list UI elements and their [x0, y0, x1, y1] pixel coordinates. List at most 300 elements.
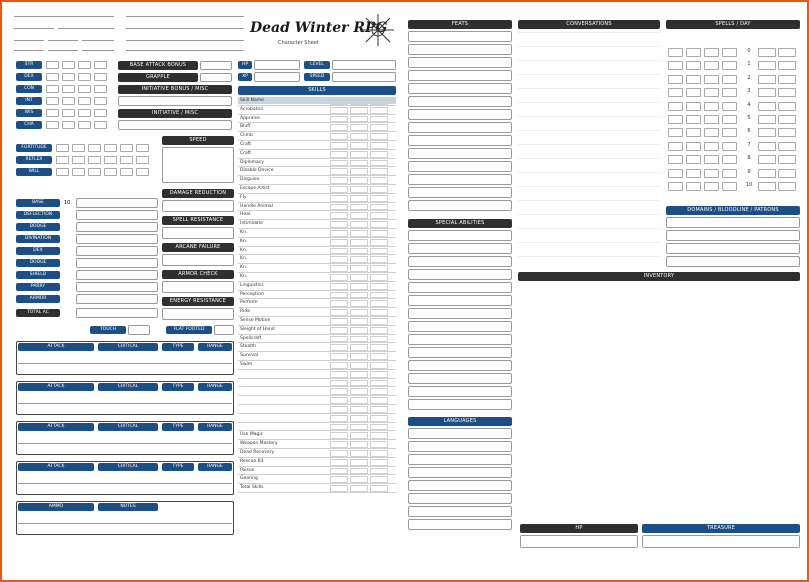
skill-value-cell[interactable] — [350, 318, 368, 325]
skill-value-cell[interactable] — [350, 450, 368, 457]
spell-cell[interactable] — [722, 115, 737, 124]
spell-cell[interactable] — [704, 155, 719, 164]
spell-cell[interactable] — [722, 48, 737, 57]
skill-row[interactable] — [238, 220, 396, 229]
skill-value-cell[interactable] — [350, 292, 368, 299]
spell-cell[interactable] — [758, 169, 776, 178]
spell-cell[interactable] — [778, 75, 796, 84]
domains-field[interactable] — [666, 256, 800, 267]
skill-value-cell[interactable] — [330, 371, 348, 378]
domains-field[interactable] — [666, 217, 800, 228]
ability-mod-field[interactable] — [62, 73, 75, 81]
skill-value-cell[interactable] — [370, 212, 388, 219]
skill-value-cell[interactable] — [370, 195, 388, 202]
spell-cell[interactable] — [758, 48, 776, 57]
spell-cell[interactable] — [722, 142, 737, 151]
skill-value-cell[interactable] — [370, 432, 388, 439]
ac-field[interactable] — [76, 258, 158, 268]
skill-value-cell[interactable] — [370, 300, 388, 307]
spell-cell[interactable] — [758, 102, 776, 111]
feat-field[interactable] — [408, 44, 512, 55]
save-field[interactable] — [104, 168, 117, 176]
skill-value-cell[interactable] — [350, 424, 368, 431]
ability-mod-field[interactable] — [62, 121, 75, 129]
skill-value-cell[interactable] — [350, 204, 368, 211]
skill-row[interactable] — [238, 291, 396, 300]
skill-value-cell[interactable] — [330, 204, 348, 211]
skill-value-cell[interactable] — [330, 415, 348, 422]
spell-cell[interactable] — [668, 142, 683, 151]
save-field[interactable] — [72, 144, 85, 152]
skill-row[interactable] — [238, 335, 396, 344]
skill-row[interactable] — [238, 211, 396, 220]
save-field[interactable] — [104, 144, 117, 152]
feat-field[interactable] — [408, 161, 512, 172]
spell-cell[interactable] — [758, 155, 776, 164]
conversation-line[interactable] — [518, 228, 660, 229]
skill-value-cell[interactable] — [330, 151, 348, 158]
skill-value-cell[interactable] — [370, 230, 388, 237]
spell-cell[interactable] — [758, 75, 776, 84]
skill-value-cell[interactable] — [370, 424, 388, 431]
skill-row[interactable] — [238, 273, 396, 282]
spell-cell[interactable] — [758, 128, 776, 137]
feat-field[interactable] — [408, 441, 512, 452]
skill-value-cell[interactable] — [370, 204, 388, 211]
skill-value-cell[interactable] — [370, 380, 388, 387]
skill-value-cell[interactable] — [330, 256, 348, 263]
skill-value-cell[interactable] — [350, 221, 368, 228]
skill-value-cell[interactable] — [330, 265, 348, 272]
spell-cell[interactable] — [686, 142, 701, 151]
skill-value-cell[interactable] — [350, 406, 368, 413]
skill-value-cell[interactable] — [330, 353, 348, 360]
feat-field[interactable] — [408, 295, 512, 306]
skill-row[interactable] — [238, 282, 396, 291]
skill-row[interactable] — [238, 458, 396, 467]
hp-bottom-field[interactable] — [520, 535, 638, 548]
skill-value-cell[interactable] — [330, 98, 348, 105]
feat-field[interactable] — [408, 454, 512, 465]
skill-row[interactable] — [238, 123, 396, 132]
skill-value-cell[interactable] — [370, 186, 388, 193]
skill-value-cell[interactable] — [330, 133, 348, 140]
spell-cell[interactable] — [722, 88, 737, 97]
spell-cell[interactable] — [686, 128, 701, 137]
skill-value-cell[interactable] — [370, 151, 388, 158]
skill-value-cell[interactable] — [370, 388, 388, 395]
ac-field[interactable] — [76, 270, 158, 280]
skill-value-cell[interactable] — [350, 397, 368, 404]
skill-value-cell[interactable] — [330, 459, 348, 466]
skill-value-cell[interactable] — [370, 98, 388, 105]
skill-value-cell[interactable] — [330, 116, 348, 123]
skill-value-cell[interactable] — [370, 318, 388, 325]
feat-field[interactable] — [408, 386, 512, 397]
save-field[interactable] — [120, 168, 133, 176]
skill-value-cell[interactable] — [370, 256, 388, 263]
feat-field[interactable] — [408, 57, 512, 68]
skill-value-cell[interactable] — [330, 344, 348, 351]
skill-value-cell[interactable] — [350, 160, 368, 167]
save-field[interactable] — [136, 168, 149, 176]
skill-value-cell[interactable] — [350, 336, 368, 343]
skill-value-cell[interactable] — [330, 327, 348, 334]
initiative-misc-field[interactable] — [118, 120, 232, 130]
feat-field[interactable] — [408, 506, 512, 517]
skill-value-cell[interactable] — [330, 221, 348, 228]
spell-cell[interactable] — [668, 88, 683, 97]
conversation-line[interactable] — [518, 144, 660, 145]
skill-row[interactable] — [238, 141, 396, 150]
feat-field[interactable] — [408, 83, 512, 94]
skill-value-cell[interactable] — [350, 371, 368, 378]
skill-row[interactable] — [238, 317, 396, 326]
skill-value-cell[interactable] — [350, 274, 368, 281]
spell-cell[interactable] — [704, 88, 719, 97]
skill-value-cell[interactable] — [350, 177, 368, 184]
spell-cell[interactable] — [668, 48, 683, 57]
ability-temp-mod-field[interactable] — [94, 109, 107, 117]
skill-value-cell[interactable] — [370, 177, 388, 184]
spell-cell[interactable] — [704, 115, 719, 124]
skill-value-cell[interactable] — [330, 212, 348, 219]
damage-reduction-field[interactable] — [162, 200, 234, 212]
skill-value-cell[interactable] — [330, 186, 348, 193]
skill-value-cell[interactable] — [370, 362, 388, 369]
skill-value-cell[interactable] — [330, 485, 348, 492]
skill-value-cell[interactable] — [370, 415, 388, 422]
spell-cell[interactable] — [758, 88, 776, 97]
skill-value-cell[interactable] — [330, 160, 348, 167]
skill-value-cell[interactable] — [350, 186, 368, 193]
skill-value-cell[interactable] — [370, 327, 388, 334]
skill-row[interactable] — [238, 405, 396, 414]
skill-value-cell[interactable] — [350, 344, 368, 351]
skill-row[interactable] — [238, 308, 396, 317]
skill-value-cell[interactable] — [370, 142, 388, 149]
skill-value-cell[interactable] — [370, 133, 388, 140]
skill-value-cell[interactable] — [370, 441, 388, 448]
skill-value-cell[interactable] — [330, 309, 348, 316]
feat-field[interactable] — [408, 243, 512, 254]
skill-value-cell[interactable] — [370, 160, 388, 167]
armor-check-field[interactable] — [162, 281, 234, 293]
skill-value-cell[interactable] — [370, 221, 388, 228]
ability-score-field[interactable] — [46, 121, 59, 129]
feat-field[interactable] — [408, 428, 512, 439]
save-field[interactable] — [120, 156, 133, 164]
speed-field[interactable] — [162, 147, 234, 183]
conversation-line[interactable] — [518, 256, 660, 257]
ability-temp-mod-field[interactable] — [94, 61, 107, 69]
conversation-line[interactable] — [518, 186, 660, 187]
conversation-line[interactable] — [518, 172, 660, 173]
spell-resistance-field[interactable] — [162, 227, 234, 239]
skill-value-cell[interactable] — [330, 336, 348, 343]
save-field[interactable] — [104, 156, 117, 164]
skill-row[interactable] — [238, 229, 396, 238]
skill-value-cell[interactable] — [370, 485, 388, 492]
spell-cell[interactable] — [778, 128, 796, 137]
feat-field[interactable] — [408, 230, 512, 241]
skill-value-cell[interactable] — [350, 309, 368, 316]
skill-value-cell[interactable] — [330, 468, 348, 475]
feat-field[interactable] — [408, 373, 512, 384]
ability-temp-field[interactable] — [78, 61, 91, 69]
save-field[interactable] — [72, 156, 85, 164]
save-field[interactable] — [56, 144, 69, 152]
feat-field[interactable] — [408, 269, 512, 280]
conversation-line[interactable] — [518, 158, 660, 159]
feat-field[interactable] — [408, 109, 512, 120]
skill-value-cell[interactable] — [330, 107, 348, 114]
ability-temp-field[interactable] — [78, 97, 91, 105]
skill-row[interactable] — [238, 387, 396, 396]
skill-value-cell[interactable] — [350, 485, 368, 492]
ac-field[interactable] — [76, 210, 158, 220]
ability-temp-field[interactable] — [78, 85, 91, 93]
save-field[interactable] — [56, 156, 69, 164]
skill-row[interactable] — [238, 106, 396, 115]
feat-field[interactable] — [408, 493, 512, 504]
energy-resistance-field[interactable] — [162, 308, 234, 320]
skill-value-cell[interactable] — [330, 397, 348, 404]
feat-field[interactable] — [408, 70, 512, 81]
spell-cell[interactable] — [668, 169, 683, 178]
skill-row[interactable] — [238, 361, 396, 370]
skill-value-cell[interactable] — [350, 142, 368, 149]
skill-value-cell[interactable] — [330, 230, 348, 237]
skill-row[interactable] — [238, 475, 396, 484]
ability-mod-field[interactable] — [62, 109, 75, 117]
skill-row[interactable] — [238, 370, 396, 379]
spell-cell[interactable] — [668, 61, 683, 70]
conversation-line[interactable] — [518, 200, 660, 201]
skill-row[interactable] — [238, 379, 396, 388]
feat-field[interactable] — [408, 135, 512, 146]
skill-value-cell[interactable] — [370, 459, 388, 466]
spell-cell[interactable] — [686, 169, 701, 178]
skill-value-cell[interactable] — [370, 283, 388, 290]
skill-row[interactable] — [238, 176, 396, 185]
skill-row[interactable] — [238, 247, 396, 256]
skill-row[interactable] — [238, 449, 396, 458]
skill-row[interactable] — [238, 255, 396, 264]
skill-value-cell[interactable] — [330, 292, 348, 299]
save-field[interactable] — [88, 168, 101, 176]
spell-cell[interactable] — [758, 115, 776, 124]
ac-field[interactable] — [76, 294, 158, 304]
skill-value-cell[interactable] — [330, 142, 348, 149]
ability-score-field[interactable] — [46, 109, 59, 117]
skill-row[interactable] — [238, 150, 396, 159]
skill-row[interactable] — [238, 264, 396, 273]
feat-field[interactable] — [408, 122, 512, 133]
skill-row[interactable] — [238, 203, 396, 212]
conversation-line[interactable] — [518, 102, 660, 103]
feat-field[interactable] — [408, 321, 512, 332]
spell-cell[interactable] — [778, 61, 796, 70]
skill-value-cell[interactable] — [350, 98, 368, 105]
skill-row[interactable] — [238, 423, 396, 432]
skill-row[interactable] — [238, 414, 396, 423]
skill-value-cell[interactable] — [350, 107, 368, 114]
treasure-field[interactable] — [642, 535, 800, 548]
save-field[interactable] — [88, 156, 101, 164]
spell-cell[interactable] — [778, 102, 796, 111]
skill-value-cell[interactable] — [330, 177, 348, 184]
flat-footed-field[interactable] — [214, 325, 234, 335]
skill-value-cell[interactable] — [370, 274, 388, 281]
spell-cell[interactable] — [722, 61, 737, 70]
ac-field[interactable] — [76, 198, 158, 208]
skill-value-cell[interactable] — [350, 459, 368, 466]
skill-value-cell[interactable] — [350, 300, 368, 307]
skill-value-cell[interactable] — [350, 116, 368, 123]
spell-cell[interactable] — [778, 115, 796, 124]
spell-cell[interactable] — [722, 169, 737, 178]
spell-cell[interactable] — [668, 102, 683, 111]
skill-value-cell[interactable] — [350, 283, 368, 290]
conversation-line[interactable] — [518, 242, 660, 243]
ability-temp-field[interactable] — [78, 109, 91, 117]
skill-value-cell[interactable] — [370, 124, 388, 131]
skill-value-cell[interactable] — [370, 239, 388, 246]
skill-row[interactable] — [238, 238, 396, 247]
feat-field[interactable] — [408, 256, 512, 267]
skill-value-cell[interactable] — [330, 318, 348, 325]
skill-row[interactable] — [238, 467, 396, 476]
skill-row[interactable] — [238, 159, 396, 168]
conversation-line[interactable] — [518, 74, 660, 75]
spell-cell[interactable] — [686, 102, 701, 111]
skill-row[interactable] — [238, 194, 396, 203]
skill-value-cell[interactable] — [350, 168, 368, 175]
spell-cell[interactable] — [722, 128, 737, 137]
skill-value-cell[interactable] — [350, 468, 368, 475]
ac-field[interactable] — [76, 234, 158, 244]
ability-mod-field[interactable] — [62, 97, 75, 105]
skill-row[interactable] — [238, 440, 396, 449]
save-field[interactable] — [72, 168, 85, 176]
skill-value-cell[interactable] — [370, 292, 388, 299]
skill-value-cell[interactable] — [350, 362, 368, 369]
spell-cell[interactable] — [704, 142, 719, 151]
spell-cell[interactable] — [722, 102, 737, 111]
conversation-line[interactable] — [518, 116, 660, 117]
conversation-line[interactable] — [518, 214, 660, 215]
ac-field[interactable] — [76, 282, 158, 292]
skill-row[interactable] — [238, 484, 396, 493]
skill-value-cell[interactable] — [370, 168, 388, 175]
ability-score-field[interactable] — [46, 61, 59, 69]
skill-value-cell[interactable] — [350, 256, 368, 263]
spell-cell[interactable] — [686, 61, 701, 70]
skill-value-cell[interactable] — [330, 248, 348, 255]
spell-cell[interactable] — [668, 155, 683, 164]
feat-field[interactable] — [408, 399, 512, 410]
spell-cell[interactable] — [686, 48, 701, 57]
feat-field[interactable] — [408, 334, 512, 345]
skill-value-cell[interactable] — [330, 380, 348, 387]
ac-field[interactable] — [76, 222, 158, 232]
skill-value-cell[interactable] — [350, 476, 368, 483]
skill-value-cell[interactable] — [330, 388, 348, 395]
skill-value-cell[interactable] — [330, 239, 348, 246]
skill-value-cell[interactable] — [330, 274, 348, 281]
skill-value-cell[interactable] — [330, 362, 348, 369]
skill-value-cell[interactable] — [330, 406, 348, 413]
skill-row[interactable] — [238, 326, 396, 335]
skill-value-cell[interactable] — [350, 248, 368, 255]
skill-value-cell[interactable] — [330, 283, 348, 290]
base-attack-field[interactable] — [200, 61, 232, 70]
skill-value-cell[interactable] — [350, 441, 368, 448]
save-field[interactable] — [120, 144, 133, 152]
skill-row[interactable] — [238, 299, 396, 308]
skill-value-cell[interactable] — [370, 371, 388, 378]
spell-cell[interactable] — [668, 128, 683, 137]
grapple-field[interactable] — [200, 73, 232, 82]
skill-value-cell[interactable] — [370, 476, 388, 483]
feat-field[interactable] — [408, 96, 512, 107]
spell-cell[interactable] — [778, 88, 796, 97]
skill-value-cell[interactable] — [350, 239, 368, 246]
spell-cell[interactable] — [722, 182, 737, 191]
ability-temp-mod-field[interactable] — [94, 97, 107, 105]
skill-row[interactable] — [238, 352, 396, 361]
spell-cell[interactable] — [704, 128, 719, 137]
spell-cell[interactable] — [778, 169, 796, 178]
skill-value-cell[interactable] — [330, 441, 348, 448]
spell-cell[interactable] — [778, 142, 796, 151]
hp-field[interactable] — [254, 60, 300, 70]
feat-field[interactable] — [408, 360, 512, 371]
skill-row[interactable] — [238, 185, 396, 194]
skill-value-cell[interactable] — [350, 195, 368, 202]
ac-total-field[interactable] — [76, 308, 158, 318]
conversation-line[interactable] — [518, 46, 660, 47]
save-field[interactable] — [88, 144, 101, 152]
feat-field[interactable] — [408, 174, 512, 185]
skill-value-cell[interactable] — [350, 388, 368, 395]
skill-value-cell[interactable] — [370, 406, 388, 413]
feat-field[interactable] — [408, 148, 512, 159]
spell-cell[interactable] — [686, 155, 701, 164]
spell-cell[interactable] — [758, 61, 776, 70]
spell-cell[interactable] — [668, 115, 683, 124]
ability-mod-field[interactable] — [62, 85, 75, 93]
skill-value-cell[interactable] — [330, 300, 348, 307]
skill-value-cell[interactable] — [350, 212, 368, 219]
spell-cell[interactable] — [704, 182, 719, 191]
spell-cell[interactable] — [704, 61, 719, 70]
ability-mod-field[interactable] — [62, 61, 75, 69]
level-field[interactable] — [332, 60, 396, 70]
spell-cell[interactable] — [758, 182, 776, 191]
skill-value-cell[interactable] — [330, 432, 348, 439]
feat-field[interactable] — [408, 519, 512, 530]
feat-field[interactable] — [408, 282, 512, 293]
skill-value-cell[interactable] — [350, 432, 368, 439]
skill-value-cell[interactable] — [330, 476, 348, 483]
conversation-line[interactable] — [518, 32, 660, 33]
skill-value-cell[interactable] — [370, 309, 388, 316]
spell-cell[interactable] — [686, 88, 701, 97]
skill-row[interactable] — [238, 115, 396, 124]
spell-cell[interactable] — [686, 182, 701, 191]
